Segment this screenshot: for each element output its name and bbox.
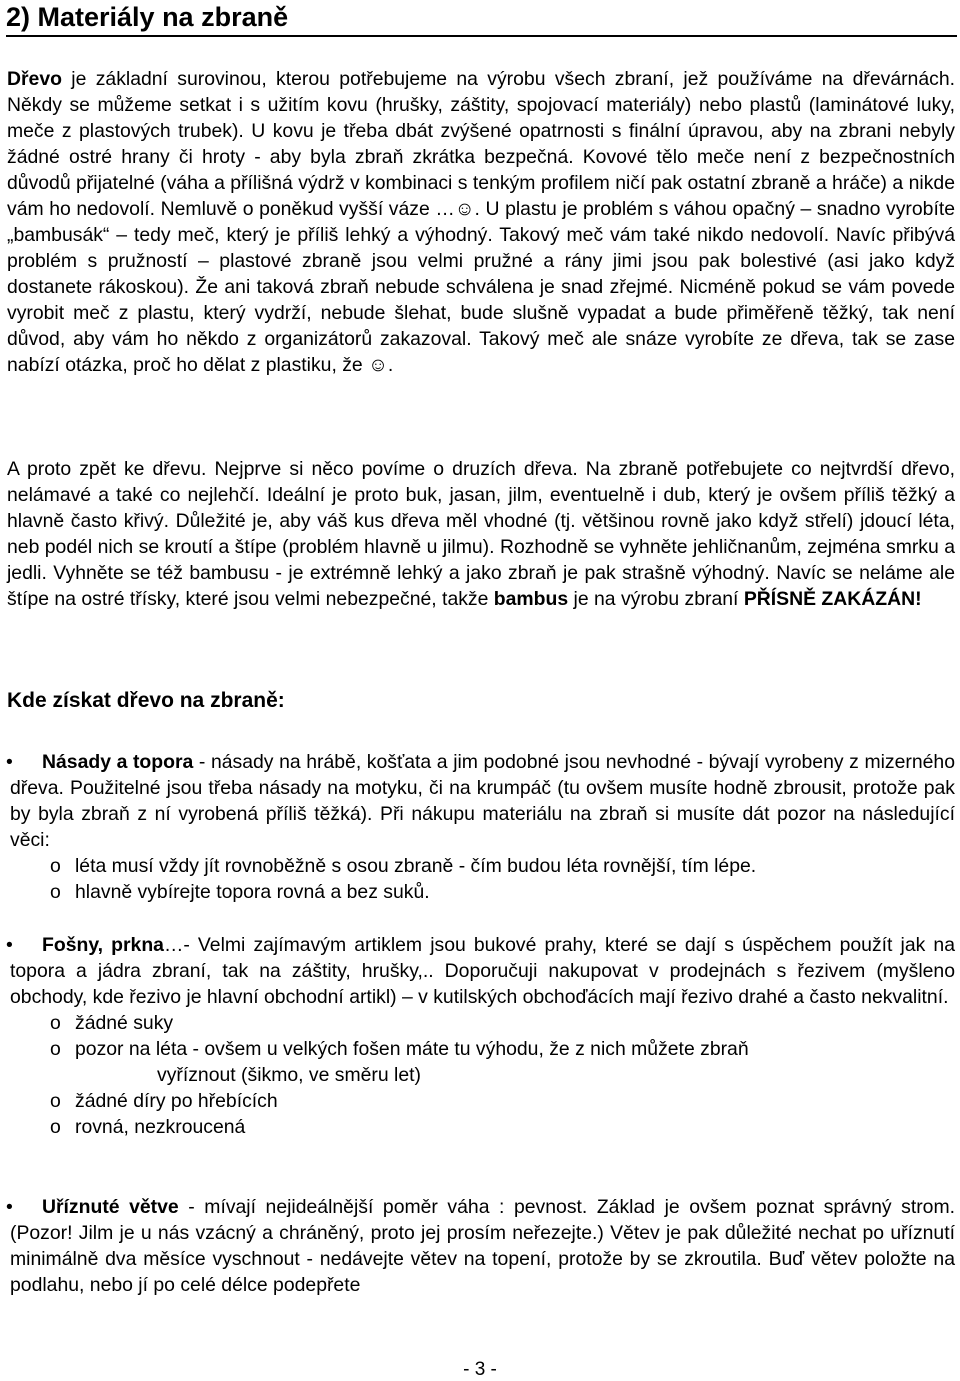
- sub-item-text: žádné suky: [75, 1012, 174, 1034]
- circle-bullet-icon: o: [50, 1116, 61, 1138]
- list-item: [6, 1194, 956, 1298]
- sub-item-line: pozor na léta - ovšem u velkých fošen máte tu výhodu, že z nich můžete zbraň: [75, 1038, 749, 1060]
- sub-item: [10, 1088, 955, 1114]
- bold-forbidden: PŘÍSNĚ ZAKÁZÁN!: [743, 588, 922, 610]
- paragraph-text: je na výrobu zbraní: [568, 588, 744, 610]
- subheading: Kde získat dřevo na zbraně:: [7, 689, 285, 712]
- sub-item-text: hlavně vybírejte topora rovná a bez suků.: [75, 881, 430, 903]
- sub-item: [10, 1010, 955, 1036]
- list-item: [6, 932, 955, 1140]
- paragraph-materials: [7, 66, 955, 378]
- list-item-text: [10, 932, 955, 1010]
- list-item-text: [10, 749, 955, 853]
- sub-item-text: léta musí vždy jít rovnoběžně s osou zbraně - čím budou léta rovnější, tím lépe.: [75, 855, 757, 877]
- item-body: - násady na hrábě, košťata a jim podobné jsou nevhodné - bývají vyrobeny z mizerného dřeva. Použitelné jsou třeba násady na motyku, či na krumpáč (tu ovšem musíte hodně zbrousit, protože pak by byla zbraň z ní vyrobená příliš těžká). Při nákupu materiálu na zbraň si musíte dát pozor na následující věci:: [10, 751, 955, 851]
- circle-bullet-icon: o: [50, 855, 61, 877]
- paragraph-text: je základní surovinou, kterou potřebujeme na výrobu všech zbraní, jež používáme na dřevárnách. Někdy se můžeme setkat i s užitím kovu (hrušky, záštity, spojovací materiály) nebo plastů (laminátové luky, meče z plastových trubek). U kovu je třeba dbát zvýšené opatrnosti s finální úpravou, aby na zbrani nebyly žádné ostré hrany či hroty - aby byla zbraň zkrátka bezpečná. Kovové tělo meče není z bezpečnostních důvodů přijatelné (váha a přílišná výdrž v kombinaci s tenkým profilem ničí pak ostatní zbraně a hráče) a nikde vám ho nedovolí. Nemluvě o poněkud vyšší váze …☺. U plastu je problém s váhou opačný – snadno vyrobíte „bambusák“ – tedy meč, který je příliš lehký a výhodný. Takový meč vám také nikdo nedovolí. Navíc přibývá problém s pružností – plastové zbraně jsou velmi pružné a rány jimi jsou pak bolestivé (asi jako když dostanete rákoskou). Že ani taková zbraň nebude schválena je snad zřejmé. Nicméně pokud se vám povede vyrobit meč z plastu, který vydrží, nebude šlehat, bude slušně vypadat a bude přiměřeně těžký, tak není důvod, aby vám ho někdo z organizátorů zakazoval. Takový meč ale snáze vyrobíte ze dřeva, tak se zase nabízí otázka, proč ho dělat z plastiku, že ☺.: [7, 68, 955, 376]
- bullet-icon: •: [6, 1196, 13, 1218]
- item-title: Uříznuté větve: [42, 1196, 179, 1218]
- bullet-icon: •: [6, 751, 13, 773]
- bullet-icon: •: [6, 934, 13, 956]
- item-title: Násady a topora: [42, 751, 194, 773]
- page-number: - 3 -: [463, 1359, 497, 1380]
- item-title: Fošny, prkna: [42, 934, 164, 956]
- item-body: - mívají nejideálnější poměr váha : pevnost. Základ je ovšem poznat správný strom. (Pozor! Jilm je u nás vzácný a chráněný, proto jej prosím neřezejte.) Větev je pak důležité nechat po uříznutí minimálně dva měsíce vyschnout - nedávejte větev na topení, protože by se zkroutila. Buď větev položte na podlahu, nebo jí po celé délce podepřete: [10, 1196, 956, 1296]
- sub-item-text: rovná, nezkroucená: [75, 1116, 246, 1138]
- sub-item-continuation: vyříznout (šikmo, ve směru let): [157, 1064, 421, 1086]
- section-title: 2) Materiály na zbraně: [6, 2, 289, 32]
- paragraph-wood: [7, 456, 955, 612]
- circle-bullet-icon: o: [50, 1038, 61, 1060]
- sub-item: [10, 1114, 955, 1140]
- sub-item-text: žádné díry po hřebících: [75, 1090, 278, 1112]
- paragraph-text: A proto zpět ke dřevu. Nejprve si něco povíme o druzích dřeva. Na zbraně potřebujete co nejtvrdší dřevo, nelámavé a také co nejlehčí. Ideální je proto buk, jasan, jilm, eventuelně i dub, který je ovšem příliš těžký a hlavně často křivý. Důležité je, aby váš kus dřeva měl vhodné (tj. většinou rovně jako když střelí) jdoucí léta, neb podél nich se kroutí a štípe (problém hlavně u jilmu). Rozhodně se vyhněte jehličnanům, zejména smrku a jedli. Vyhněte se též bambusu - je extrémně lehký a jako zbraň je pak strašně výhodný. Navíc se neláme ale štípe na ostré třísky, které jsou velmi nebezpečné, takže: [7, 458, 955, 610]
- bold-lead: Dřevo: [7, 68, 62, 90]
- list-item-text: [10, 1194, 955, 1298]
- circle-bullet-icon: o: [50, 1090, 61, 1112]
- list-item: [6, 749, 955, 905]
- sub-item: [10, 879, 955, 905]
- sub-item: [10, 1036, 955, 1088]
- bold-bambus: bambus: [493, 588, 569, 610]
- item-body: …- Velmi zajímavým artiklem jsou bukové prahy, které se dají s úspěchem použít jak na topora a jádra zbraní, tak na záštity, hrušky,.. Doporučuji nakupovat v prodejnách s řezivem (myšleno obchody, kde řezivo je hlavní obchodní artikl) – v kutilských obchoďácích mají řezivo drahé a často nekvalitní.: [10, 934, 955, 1008]
- circle-bullet-icon: o: [50, 1012, 61, 1034]
- sub-item: [10, 853, 955, 879]
- sub-item-text: [75, 1036, 955, 1088]
- circle-bullet-icon: o: [50, 881, 61, 903]
- title-underline: [6, 35, 957, 37]
